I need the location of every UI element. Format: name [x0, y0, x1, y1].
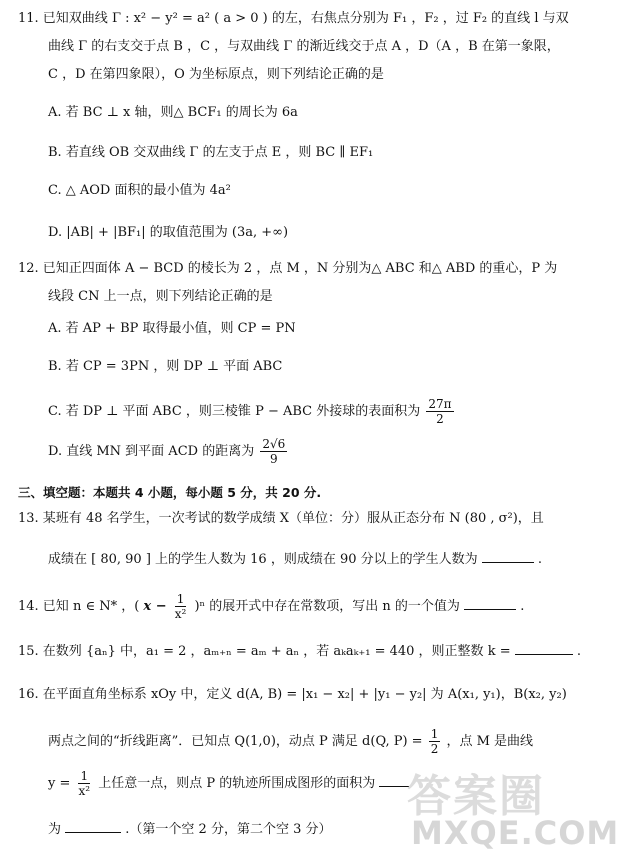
q15-end: .	[576, 644, 582, 659]
q14-end: .	[520, 599, 525, 614]
q12-option-b: B. 若 CP = 3PN ，则 DP ⊥ 平面 ABC	[48, 359, 283, 374]
q16-l3-post: 上任意一点，则点 P 的轨迹所围成图形的面积为	[98, 776, 376, 791]
q16-l2-pre: 两点之间的“折线距离”．已知点 Q(1,0)，动点 P 满足 d(Q, P) =	[48, 734, 423, 749]
q16-l4-post: .（第一个空 2 分，第二个空 3 分）	[125, 822, 332, 837]
q16-l3-denominator: x²	[78, 784, 91, 798]
q14-denominator: x²	[174, 607, 187, 621]
q12-c-denominator: 2	[436, 412, 444, 426]
q11-option-d: D. |AB| + |BF₁| 的取值范围为 (3a, +∞)	[48, 225, 289, 240]
q14-pre: 14. 已知 n ∈ N* ，(	[18, 599, 140, 614]
q13-line1: 13. 某班有 48 名学生，一次考试的数学成绩 X（单位：分）服从正态分布 N (80 , σ²)，且	[18, 511, 544, 526]
q13-line2	[48, 550, 542, 569]
q12-line1: 12. 已知正四面体 A − BCD 的棱长为 2 ，点 M ，N 分别为△ ABC 和△ ABD 的重心，P 为	[18, 261, 558, 276]
q14-post: )ⁿ 的展开式中存在常数项，写出 n 的一个值为	[194, 599, 460, 614]
section-title-fill-in: 三、填空题：本题共 4 小题，每小题 5 分，共 20 分.	[18, 485, 322, 500]
q11-line1: 11. 已知双曲线 Γ : x² − y² = a² ( a > 0 ) 的左，右焦点分别为 F₁ ，F₂ ，过 F₂ 的直线 l 与双	[18, 11, 569, 26]
q14-x: x −	[143, 599, 167, 614]
q16-l2-denominator: 2	[430, 742, 439, 756]
q14-answer-blank[interactable]	[464, 597, 516, 610]
watermark-bottom-text: MXQE.COM	[411, 814, 619, 852]
q14-numerator: 1	[176, 592, 185, 606]
q15-answer-blank[interactable]	[515, 642, 573, 655]
q16-answer-blank-1[interactable]	[379, 774, 409, 787]
q11-line2: 曲线 Γ 的右支交于点 B ，C ，与双曲线 Γ 的渐近线交于点 A ，D（A ，B 在第一象限，	[48, 39, 560, 54]
q12-option-c	[48, 396, 456, 428]
q16-answer-blank-2[interactable]	[65, 820, 121, 833]
q12-c-text: C. 若 DP ⊥ 平面 ABC ，则三棱锥 P − ABC 外接球的表面积为	[48, 404, 421, 419]
q12-line2: 线段 CN 上一点，则下列结论正确的是	[48, 289, 273, 304]
q16-line2	[48, 726, 533, 758]
q16-l3-fraction	[77, 769, 93, 798]
q15-line	[18, 642, 581, 661]
q13-end: .	[537, 552, 543, 567]
q12-option-d	[48, 436, 289, 468]
q16-l2-numerator: 1	[430, 727, 439, 741]
q12-d-text: D. 直线 MN 到平面 ACD 的距离为	[48, 444, 255, 459]
q16-l2-fraction	[429, 727, 441, 756]
q14-fraction	[173, 592, 189, 621]
q12-c-numerator: 27π	[428, 397, 452, 411]
q16-l4-pre: 为	[48, 822, 62, 837]
q15-text: 15. 在数列 {aₙ} 中，a₁ = 2 ，aₘ₊ₙ = aₘ + aₙ ，若 aₖaₖ₊₁ = 440 ，则正整数 k =	[18, 644, 511, 659]
q14-line	[18, 590, 524, 624]
q16-line4	[48, 820, 332, 839]
q13-answer-blank[interactable]	[482, 550, 534, 563]
q16-line3	[48, 768, 409, 800]
q12-d-fraction	[260, 437, 287, 466]
q12-d-denominator: 9	[269, 452, 278, 466]
q13-line2-text: 成绩在 [ 80, 90 ] 上的学生人数为 16 ，则成绩在 90 分以上的学生人数为	[48, 552, 478, 567]
watermark-top-text: 答案圈	[407, 771, 545, 822]
q11-line3: C ，D 在第四象限），O 为坐标原点，则下列结论正确的是	[48, 67, 384, 82]
q16-l3-numerator: 1	[80, 769, 89, 783]
q16-l3-pre: y =	[48, 776, 71, 791]
q12-c-fraction	[426, 397, 453, 426]
q12-d-numerator: 2√6	[262, 437, 286, 451]
watermark-logo	[405, 760, 619, 855]
q11-option-b: B. 若直线 OB 交双曲线 Γ 的左支于点 E ，则 BC ∥ EF₁	[48, 145, 374, 160]
q16-l2-post: ，点 M 是曲线	[446, 734, 534, 749]
q16-line1: 16. 在平面直角坐标系 xOy 中，定义 d(A, B) = |x₁ − x₂| + |y₁ − y₂| 为 A(x₁, y₁)，B(x₂, y₂)	[18, 687, 567, 702]
q12-option-a: A. 若 AP + BP 取得最小值，则 CP = PN	[48, 321, 296, 336]
q11-option-a: A. 若 BC ⊥ x 轴，则△ BCF₁ 的周长为 6a	[48, 105, 298, 120]
q11-option-c: C. △ AOD 面积的最小值为 4a²	[48, 183, 231, 198]
